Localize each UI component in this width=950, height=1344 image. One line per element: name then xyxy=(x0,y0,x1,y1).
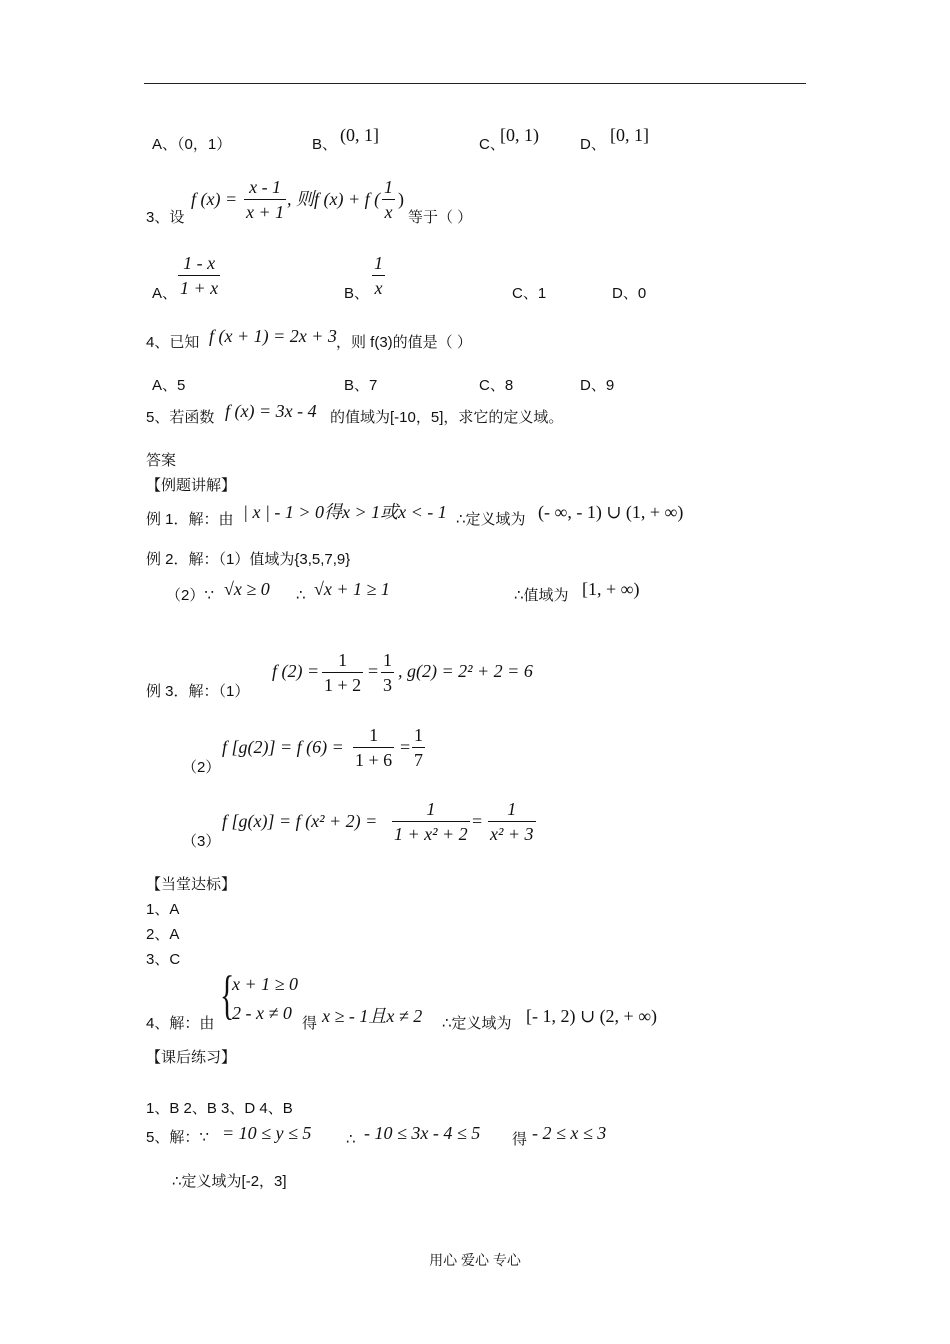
q2-option-b-label: B、 xyxy=(312,136,338,153)
q5-math: f (x) = 3x - 4 xyxy=(225,401,317,421)
hw5-result: ∴定义域为[-2，3] xyxy=(172,1173,287,1190)
system-brace: { xyxy=(220,965,235,1025)
ex3-3-result-fraction: $\frac{1}{\text{x² + 3}}$ xyxy=(490,799,534,844)
hw5-math1: = 10 ≤ y ≤ 5 xyxy=(222,1123,312,1143)
q3-label: 3、设 xyxy=(146,209,185,226)
ex1-math: | x | - 1 > 0得x > 1或x < - 1 xyxy=(243,502,447,522)
ex3-2-equals: = xyxy=(400,737,411,757)
ex1-result: (- ∞, - 1) ∪ (1, + ∞) xyxy=(538,502,684,522)
c4-system-line2: 2 - x ≠ 0 xyxy=(232,1003,292,1023)
class-answer-2: 2、A xyxy=(146,926,180,943)
ex2-label: 例 2．解：（1）值域为{3,5,7,9} xyxy=(146,551,351,568)
q5-label: 5、若函数 xyxy=(146,409,215,426)
q3-option-a-fraction: $\frac{1 - x}{1 + x}$ xyxy=(180,253,219,298)
q3-fraction xyxy=(244,178,286,221)
q3-option-b-label: B、 xyxy=(344,285,370,302)
q4-tail: ，则 f(3)的值是（ ） xyxy=(336,334,472,351)
ex3-2-lhs: f [g(2)] = f (6) = xyxy=(222,737,344,757)
ex3-3-fraction: $\frac{1}{\text{1 + x² + 2}}$ xyxy=(394,799,468,844)
answer-heading: 答案 xyxy=(146,452,177,469)
hw5-de: 得 xyxy=(512,1131,528,1148)
hw5-math3: - 2 ≤ x ≤ 3 xyxy=(532,1123,607,1143)
ex3-1-equals: = xyxy=(368,661,379,681)
q3-option-d: D、0 xyxy=(612,285,647,302)
ex3-1-lhs: f (2) = xyxy=(272,661,320,681)
q2-option-d-math: [0, 1] xyxy=(610,125,649,145)
ex2b-math2: √x + 1 ≥ 1 xyxy=(314,579,390,599)
ex3-2-fraction: $\frac{1}{1 + 6}$ xyxy=(355,725,393,770)
ex1-label: 例 1．解：由 xyxy=(146,511,234,528)
q4-option-d: D、9 xyxy=(580,377,615,394)
q3-tail: 等于（ ） xyxy=(408,209,473,226)
ex2b-therefore: ∴ xyxy=(296,587,306,604)
q3-f-lhs: f (x) = xyxy=(191,189,238,209)
ex3-label: 例 3．解：（1） xyxy=(146,683,250,700)
q2-option-b-math: (0, 1] xyxy=(340,125,379,145)
ex1-text: ∴定义域为 xyxy=(456,511,526,528)
class-heading: 【当堂达标】 xyxy=(146,876,237,893)
ex3-3-equals: = xyxy=(472,811,483,831)
q4-option-b: B、7 xyxy=(344,377,378,394)
q2-option-d-label: D、 xyxy=(580,136,606,153)
ex3-3-label: （3） xyxy=(182,833,221,850)
ex2b-result: [1, + ∞) xyxy=(582,579,640,599)
top-rule xyxy=(144,83,806,84)
q3-option-b-fraction: $\frac{1}{x}$ xyxy=(374,253,383,298)
ex3-1-fraction: $\frac{1}{1 + 2}$ xyxy=(324,650,362,695)
q4-option-a: A、5 xyxy=(152,377,186,394)
ex3-1-result-fraction: $\frac{1}{3}$ xyxy=(383,650,392,695)
c4-de: 得 xyxy=(302,1015,318,1032)
q3-option-a-label: A、 xyxy=(152,285,178,302)
q5-tail: 的值域为[-10，5]，求它的定义域。 xyxy=(330,409,564,426)
q4-label: 4、已知 xyxy=(146,334,200,351)
homework-heading: 【课后练习】 xyxy=(146,1049,237,1066)
q2-option-c-math: [0, 1) xyxy=(500,125,539,145)
ex2b-math1: √x ≥ 0 xyxy=(224,579,270,599)
class-answer-3: 3、C xyxy=(146,951,181,968)
q3-inner-fraction: $\frac{1}{x}$ xyxy=(384,177,393,222)
ex3-2-label: （2） xyxy=(182,759,221,776)
q3-option-c: C、1 xyxy=(512,285,547,302)
ex3-1-tail: , g(2) = 2² + 2 = 6 xyxy=(398,661,533,681)
c4-text: ∴定义域为 xyxy=(442,1015,512,1032)
class-answer-4-label: 4、解：由 xyxy=(146,1015,215,1032)
q4-math: f (x + 1) = 2x + 3 xyxy=(209,326,337,346)
q3-mid: , 则f (x) + f ( xyxy=(287,189,381,209)
class-answer-1: 1、A xyxy=(146,901,180,918)
page-footer: 用心 爱心 专心 xyxy=(429,1252,521,1268)
example-heading: 【例题讲解】 xyxy=(146,477,237,494)
ex2b-text: ∴值域为 xyxy=(514,587,569,604)
q3-close: ) xyxy=(398,189,404,209)
q3-numerator: x - 1 xyxy=(249,177,282,197)
ex3-3-lhs: f [g(x)] = f (x² + 2) = xyxy=(222,811,378,831)
q4-option-c: C、8 xyxy=(479,377,514,394)
ex2b-label: （2）∵ xyxy=(166,587,214,604)
q2-option-c-label: C、 xyxy=(479,136,505,153)
hw5-math2: - 10 ≤ 3x - 4 ≤ 5 xyxy=(364,1123,481,1143)
c4-system-line1: x + 1 ≥ 0 xyxy=(232,974,299,994)
q3-denominator: x + 1 xyxy=(244,199,286,221)
c4-math: x ≥ - 1且x ≠ 2 xyxy=(322,1006,423,1026)
hw5-label: 5、解：∵ xyxy=(146,1129,209,1146)
q2-option-a: A、（0，1） xyxy=(152,136,232,153)
ex3-2-result-fraction: $\frac{1}{7}$ xyxy=(414,725,423,770)
homework-answers: 1、B 2、B 3、D 4、B xyxy=(146,1100,293,1117)
hw5-therefore: ∴ xyxy=(346,1131,356,1148)
c4-result: [- 1, 2) ∪ (2, + ∞) xyxy=(526,1006,658,1026)
